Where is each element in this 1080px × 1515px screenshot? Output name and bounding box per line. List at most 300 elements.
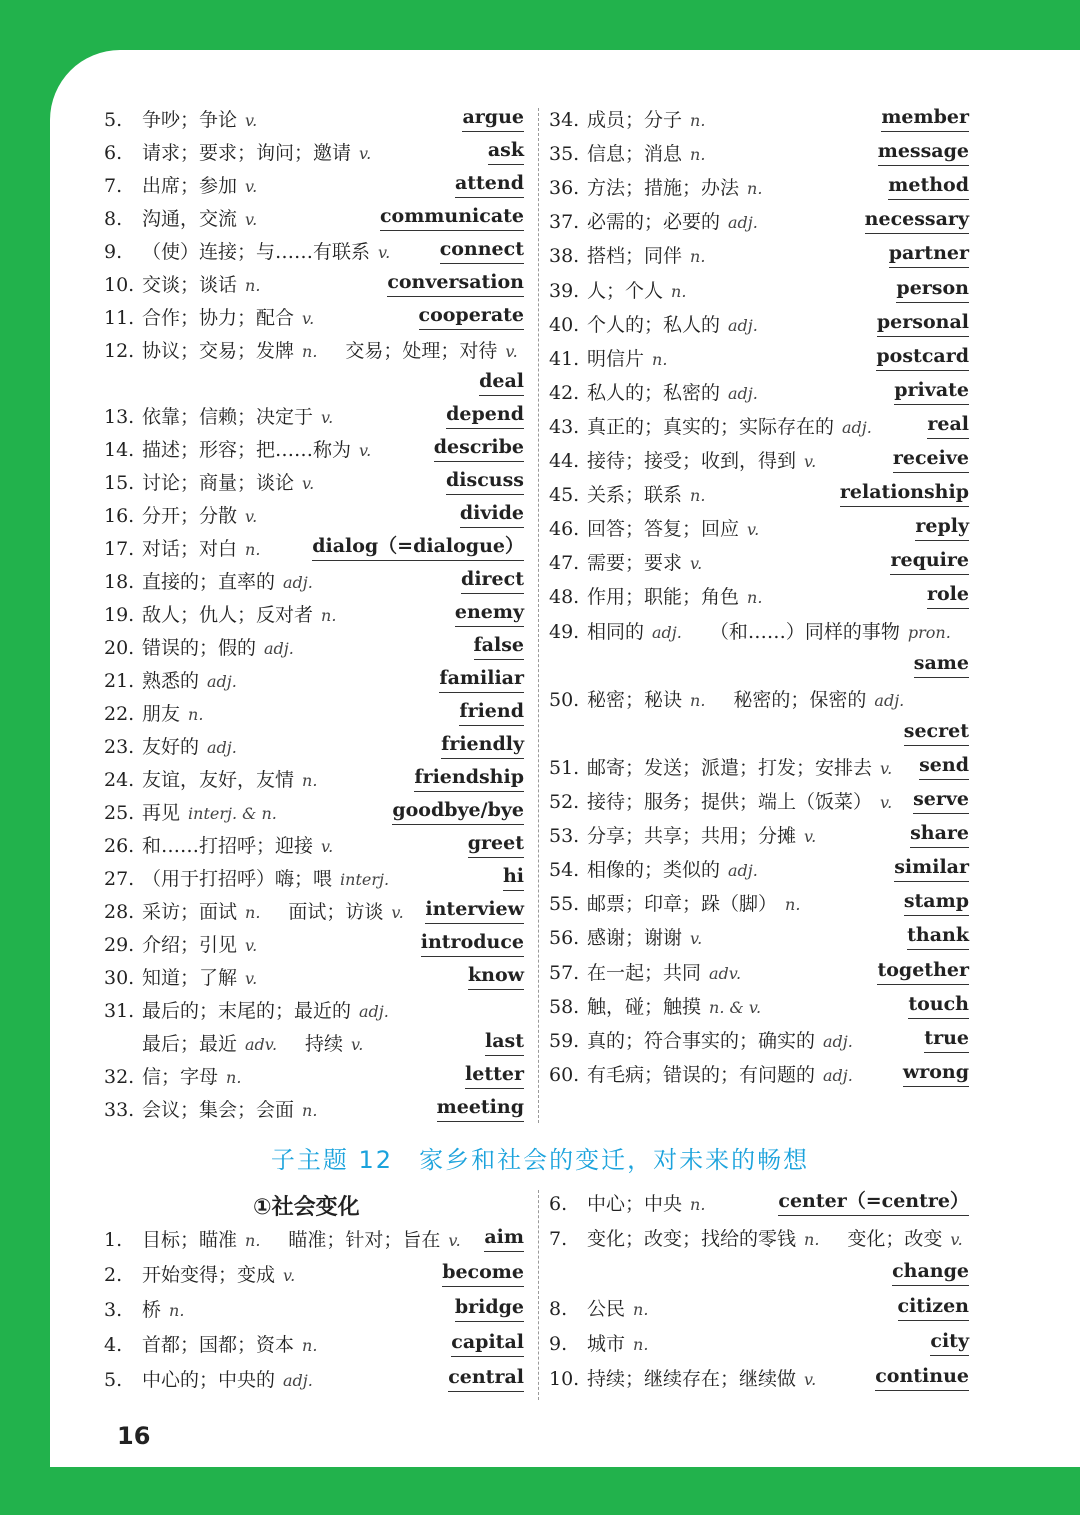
chinese-meaning-2: 秘密的；保密的 bbox=[733, 688, 867, 711]
vocab-entry bbox=[549, 103, 969, 137]
entry-number: 46. bbox=[549, 518, 580, 541]
entry-number: 8. bbox=[104, 208, 123, 230]
chinese-meaning: 错误的；假的 bbox=[142, 637, 257, 659]
vocab-entry bbox=[549, 1362, 969, 1396]
chinese-meaning: 相同的 bbox=[587, 620, 645, 643]
english-word: know bbox=[468, 961, 524, 990]
part-of-speech: adj. bbox=[842, 417, 872, 437]
entry-number: 41. bbox=[549, 347, 580, 370]
part-of-speech: n. bbox=[633, 1335, 649, 1354]
vocab-entry bbox=[104, 796, 524, 830]
entry-number: 7. bbox=[104, 175, 123, 197]
english-word: message bbox=[878, 137, 969, 166]
vocab-entry bbox=[104, 565, 524, 599]
vocab-entry bbox=[104, 103, 524, 137]
vocab-entry bbox=[104, 928, 524, 962]
vocab-entry bbox=[549, 444, 969, 478]
entry-number: 60. bbox=[549, 1063, 580, 1086]
chinese-meaning: 邮寄；发送；派遣；打发；安排去 bbox=[587, 756, 873, 779]
entry-number: 29. bbox=[104, 934, 135, 956]
chinese-meaning: 持续；继续存在；继续做 bbox=[587, 1368, 797, 1390]
english-word: friend bbox=[459, 697, 524, 726]
entry-number: 5. bbox=[104, 1369, 123, 1391]
english-word: change bbox=[892, 1257, 969, 1286]
vocab-entry bbox=[549, 853, 969, 887]
entry-number: 27. bbox=[104, 868, 135, 890]
entry-number: 50. bbox=[549, 688, 580, 711]
english-word: personal bbox=[877, 308, 969, 337]
english-word: real bbox=[927, 410, 969, 439]
part-of-speech: v. bbox=[804, 452, 817, 471]
part-of-speech: v. bbox=[359, 441, 372, 460]
english-word: hi bbox=[503, 862, 524, 891]
vocab-entry bbox=[104, 961, 524, 995]
english-word: deal bbox=[479, 367, 524, 396]
vocab-entry bbox=[104, 334, 524, 368]
vocab-entry bbox=[549, 1058, 969, 1092]
vocab-entry bbox=[104, 1027, 524, 1061]
chinese-meaning: 中心的；中央的 bbox=[142, 1369, 276, 1391]
chinese-meaning: 开始变得；变成 bbox=[142, 1264, 276, 1286]
english-word: secret bbox=[904, 717, 969, 746]
part-of-speech-2: pron. bbox=[907, 622, 951, 642]
entry-number: 25. bbox=[104, 802, 135, 824]
vocab-entry bbox=[549, 1257, 969, 1291]
entry-number: 14. bbox=[104, 439, 135, 461]
chinese-meaning: 有毛病；错误的；有问题的 bbox=[587, 1063, 816, 1086]
vocab-entry bbox=[104, 730, 524, 764]
part-of-speech: v. bbox=[245, 210, 258, 229]
vocab-entry bbox=[549, 512, 969, 546]
english-word: person bbox=[896, 274, 969, 303]
chinese-meaning: 秘密；秘诀 bbox=[587, 688, 683, 711]
part-of-speech: adj. bbox=[652, 622, 682, 642]
part-of-speech: v. bbox=[690, 554, 703, 574]
english-word: continue bbox=[875, 1362, 969, 1391]
vocab-entry bbox=[549, 478, 969, 512]
chinese-meaning: 桥 bbox=[142, 1299, 162, 1321]
part-of-speech: n. bbox=[785, 895, 801, 915]
chinese-meaning: 熟悉的 bbox=[142, 670, 200, 692]
chinese-meaning: 再见 bbox=[142, 802, 181, 824]
entry-number: 58. bbox=[549, 995, 580, 1018]
entry-number: 5. bbox=[104, 109, 123, 131]
chinese-meaning: 中心；中央 bbox=[587, 1193, 683, 1215]
english-word: false bbox=[474, 631, 525, 660]
vocab-entry bbox=[549, 615, 969, 649]
part-of-speech: n. bbox=[302, 1101, 318, 1120]
vocab-entry bbox=[104, 862, 524, 896]
part-of-speech: n. bbox=[633, 1300, 649, 1319]
part-of-speech: n. bbox=[690, 247, 706, 267]
subsection-heading: ①社会变化 bbox=[253, 1195, 360, 1220]
part-of-speech: n. bbox=[245, 276, 261, 295]
english-word: serve bbox=[913, 785, 969, 814]
entry-number: 53. bbox=[549, 825, 580, 848]
entry-number: 15. bbox=[104, 472, 135, 494]
english-word: familiar bbox=[439, 664, 524, 693]
chinese-meaning: 介绍；引见 bbox=[142, 934, 238, 956]
part-of-speech: v. bbox=[302, 309, 315, 328]
part-of-speech-2: v. bbox=[505, 342, 518, 361]
part-of-speech: adj. bbox=[264, 639, 294, 658]
page-number: 16 bbox=[117, 1422, 151, 1450]
entry-number: 10. bbox=[549, 1368, 580, 1390]
english-word: true bbox=[924, 1024, 969, 1053]
part-of-speech: v. bbox=[747, 520, 760, 540]
chinese-meaning: 信息；消息 bbox=[587, 143, 683, 166]
entry-number: 28. bbox=[104, 901, 135, 923]
entry-number: 40. bbox=[549, 313, 580, 336]
chinese-meaning: 描述；形容；把……称为 bbox=[142, 439, 352, 461]
part-of-speech: v. bbox=[245, 507, 258, 526]
part-of-speech: v. bbox=[880, 758, 893, 778]
entry-number: 20. bbox=[104, 637, 135, 659]
chinese-meaning: 出席；参加 bbox=[142, 175, 238, 197]
entry-number: 45. bbox=[549, 484, 580, 507]
entry-number: 26. bbox=[104, 835, 135, 857]
vocab-entry bbox=[549, 342, 969, 376]
vocab-entry bbox=[104, 1363, 524, 1397]
part-of-speech: n. bbox=[302, 342, 318, 361]
chinese-meaning: 友好的 bbox=[142, 736, 200, 758]
chinese-meaning: 讨论；商量；谈论 bbox=[142, 472, 295, 494]
vocab-entry bbox=[549, 990, 969, 1024]
english-word: share bbox=[910, 819, 969, 848]
entry-number: 18. bbox=[104, 571, 135, 593]
entry-number: 2. bbox=[104, 1264, 123, 1286]
part-of-speech: v. bbox=[283, 1266, 296, 1285]
part-of-speech: adj. bbox=[283, 573, 313, 592]
chinese-meaning: 和……打招呼；迎接 bbox=[142, 835, 314, 857]
chinese-meaning: 争吵；争论 bbox=[142, 109, 238, 131]
chinese-meaning: （使）连接；与……有联系 bbox=[142, 241, 371, 263]
entry-number: 16. bbox=[104, 505, 135, 527]
vocab-entry bbox=[104, 829, 524, 863]
entry-number: 6. bbox=[104, 142, 123, 164]
part-of-speech: n. bbox=[690, 145, 706, 165]
english-word: necessary bbox=[865, 205, 969, 234]
entry-number: 52. bbox=[549, 791, 580, 813]
english-word: connect bbox=[440, 235, 524, 264]
english-word: become bbox=[442, 1258, 524, 1287]
vocab-entry bbox=[549, 1187, 969, 1221]
english-word: argue bbox=[462, 103, 524, 132]
vocab-entry bbox=[104, 763, 524, 797]
part-of-speech: v. bbox=[378, 243, 391, 262]
entry-number: 38. bbox=[549, 245, 580, 268]
vocab-entry bbox=[104, 268, 524, 302]
part-of-speech: v. bbox=[245, 936, 258, 955]
vocab-entry bbox=[104, 169, 524, 203]
english-word: aim bbox=[484, 1223, 524, 1252]
entry-number: 57. bbox=[549, 961, 580, 984]
english-word: postcard bbox=[876, 342, 969, 371]
chinese-meaning: 搭档；同伴 bbox=[587, 245, 683, 268]
entry-number: 9. bbox=[549, 1333, 568, 1355]
chinese-meaning: 个人的；私人的 bbox=[587, 313, 721, 336]
chinese-meaning: （用于打招呼）嗨；喂 bbox=[142, 868, 333, 890]
chinese-meaning: 必需的；必要的 bbox=[587, 211, 721, 234]
chinese-meaning: 对话；对白 bbox=[142, 538, 238, 560]
vocab-entry bbox=[549, 649, 969, 683]
part-of-speech: n. bbox=[690, 111, 706, 130]
english-word: bridge bbox=[455, 1293, 524, 1322]
entry-number: 37. bbox=[549, 211, 580, 234]
vocab-entry bbox=[104, 202, 524, 236]
entry-number: 34. bbox=[549, 109, 580, 131]
section-heading: 子主题 12 家乡和社会的变迁，对未来的畅想 bbox=[270, 1146, 810, 1174]
part-of-speech: interj. & n. bbox=[188, 804, 277, 823]
chinese-meaning: 协议；交易；发牌 bbox=[142, 340, 295, 362]
entry-number: 7. bbox=[549, 1228, 568, 1250]
entry-number: 36. bbox=[549, 177, 580, 200]
entry-number: 6. bbox=[549, 1193, 568, 1215]
chinese-meaning: 明信片 bbox=[587, 347, 645, 370]
vocab-entry bbox=[549, 956, 969, 990]
entry-number: 33. bbox=[104, 1099, 135, 1121]
entry-number: 35. bbox=[549, 143, 580, 166]
entry-number: 19. bbox=[104, 604, 135, 626]
part-of-speech: v. bbox=[880, 793, 893, 812]
english-word: ask bbox=[488, 136, 524, 165]
entry-number: 10. bbox=[104, 274, 135, 296]
chinese-meaning: 最后；最近 bbox=[142, 1033, 238, 1055]
part-of-speech: n. bbox=[302, 771, 318, 790]
part-of-speech: v. bbox=[804, 827, 817, 847]
part-of-speech: n. bbox=[652, 349, 668, 369]
chinese-meaning: 分开；分散 bbox=[142, 505, 238, 527]
part-of-speech: v. bbox=[245, 111, 258, 130]
english-word: interview bbox=[425, 895, 524, 924]
vocab-entry bbox=[104, 1223, 524, 1257]
vocab-entry bbox=[104, 664, 524, 698]
part-of-speech: adj. bbox=[728, 213, 758, 233]
entry-number: 21. bbox=[104, 670, 135, 692]
chinese-meaning: 首都；国都；资本 bbox=[142, 1334, 295, 1356]
vocab-entry bbox=[549, 1024, 969, 1058]
part-of-speech: n. bbox=[690, 486, 706, 506]
part-of-speech: adj. bbox=[728, 315, 758, 335]
part-of-speech: adj. bbox=[207, 738, 237, 757]
vocab-entry bbox=[104, 367, 524, 401]
english-word: conversation bbox=[387, 268, 524, 297]
chinese-meaning: 最后的；末尾的；最近的 bbox=[142, 1000, 352, 1022]
chinese-meaning: 直接的；直率的 bbox=[142, 571, 276, 593]
vocab-entry bbox=[104, 895, 524, 929]
english-word: direct bbox=[461, 565, 524, 594]
vocab-entry bbox=[549, 376, 969, 410]
entry-number: 24. bbox=[104, 769, 135, 791]
chinese-meaning: 公民 bbox=[587, 1298, 626, 1320]
part-of-speech: n. bbox=[169, 1301, 185, 1320]
vocab-entry bbox=[104, 400, 524, 434]
english-word: reply bbox=[915, 512, 969, 541]
english-word: greet bbox=[468, 829, 524, 858]
vocab-entry bbox=[549, 171, 969, 205]
english-word: dialog（=dialogue） bbox=[312, 532, 524, 561]
vocab-entry bbox=[549, 137, 969, 171]
vocab-entry bbox=[549, 308, 969, 342]
chinese-meaning-2: 面试；访谈 bbox=[288, 901, 384, 923]
vocab-entry bbox=[549, 580, 969, 614]
part-of-speech: interj. bbox=[340, 870, 390, 889]
entry-number: 56. bbox=[549, 927, 580, 950]
vocab-entry bbox=[549, 1222, 969, 1256]
chinese-meaning: 变化；改变；找给的零钱 bbox=[587, 1228, 797, 1250]
part-of-speech: adj. bbox=[359, 1002, 389, 1021]
vocab-entry bbox=[549, 717, 969, 751]
chinese-meaning: 沟通，交流 bbox=[142, 208, 238, 230]
vocab-entry bbox=[549, 887, 969, 921]
vocab-entry bbox=[549, 410, 969, 444]
english-word: touch bbox=[908, 990, 969, 1019]
english-word: receive bbox=[893, 444, 969, 473]
english-word: meeting bbox=[437, 1093, 524, 1122]
chinese-meaning: 私人的；私密的 bbox=[587, 381, 721, 404]
chinese-meaning: 敌人；仇人；反对者 bbox=[142, 604, 314, 626]
vocab-entry bbox=[104, 136, 524, 170]
chinese-meaning: 真的；符合事实的；确实的 bbox=[587, 1029, 816, 1052]
english-word: friendly bbox=[441, 730, 524, 759]
entry-number: 23. bbox=[104, 736, 135, 758]
chinese-meaning: 真正的；真实的；实际存在的 bbox=[587, 415, 835, 438]
entry-number: 51. bbox=[549, 756, 580, 779]
chinese-meaning-2: 变化；改变 bbox=[847, 1228, 943, 1250]
vocab-entry bbox=[549, 205, 969, 239]
part-of-speech: v. bbox=[321, 408, 334, 427]
part-of-speech: n. bbox=[671, 281, 687, 301]
part-of-speech: adj. bbox=[207, 672, 237, 691]
part-of-speech-2: adj. bbox=[874, 690, 905, 710]
entry-number: 42. bbox=[549, 381, 580, 404]
part-of-speech: v. bbox=[359, 144, 372, 163]
part-of-speech-2: v. bbox=[448, 1231, 461, 1250]
vocab-entry bbox=[549, 921, 969, 955]
vocab-entry bbox=[104, 697, 524, 731]
english-word: citizen bbox=[898, 1292, 969, 1321]
vocab-entry bbox=[549, 751, 969, 785]
vocab-entry bbox=[549, 1292, 969, 1326]
chinese-meaning: 城市 bbox=[587, 1333, 626, 1355]
part-of-speech: v. bbox=[321, 837, 334, 856]
chinese-meaning: 作用；职能；角色 bbox=[587, 586, 740, 609]
entry-number: 47. bbox=[549, 552, 580, 575]
vocab-entry bbox=[104, 1328, 524, 1362]
part-of-speech: n. bbox=[245, 540, 261, 559]
chinese-meaning: 朋友 bbox=[142, 703, 181, 725]
vocab-entry bbox=[104, 994, 524, 1028]
chinese-meaning: 成员；分子 bbox=[587, 109, 683, 131]
english-word: together bbox=[877, 956, 969, 985]
english-word: letter bbox=[465, 1060, 524, 1089]
chinese-meaning: 请求；要求；询问；邀请 bbox=[142, 142, 352, 164]
chinese-meaning: 采访；面试 bbox=[142, 901, 238, 923]
entry-number: 3. bbox=[104, 1299, 123, 1321]
chinese-meaning: 在一起；共同 bbox=[587, 961, 702, 984]
entry-number: 32. bbox=[104, 1066, 135, 1088]
part-of-speech: adj. bbox=[728, 383, 758, 403]
part-of-speech: v. bbox=[804, 1370, 817, 1389]
english-word: describe bbox=[434, 433, 524, 462]
english-word: last bbox=[485, 1027, 524, 1056]
chinese-meaning: 人；个人 bbox=[587, 279, 664, 302]
vocab-entry bbox=[104, 1258, 524, 1292]
entry-number: 11. bbox=[104, 307, 135, 329]
chinese-meaning-2: （和……）同样的事物 bbox=[709, 620, 900, 643]
chinese-meaning: 信；字母 bbox=[142, 1066, 219, 1088]
part-of-speech: n. & v. bbox=[709, 997, 762, 1017]
column-divider-bottom bbox=[538, 1190, 539, 1400]
part-of-speech: v. bbox=[690, 929, 703, 949]
entry-number: 13. bbox=[104, 406, 135, 428]
chinese-meaning: 感谢；谢谢 bbox=[587, 927, 683, 950]
chinese-meaning: 依靠；信赖；决定于 bbox=[142, 406, 314, 428]
english-word: central bbox=[448, 1363, 524, 1392]
vocab-entry bbox=[549, 683, 969, 717]
english-word: friendship bbox=[414, 763, 524, 792]
english-word: center（=centre） bbox=[778, 1187, 969, 1216]
part-of-speech: n. bbox=[245, 1231, 261, 1250]
entry-number: 48. bbox=[549, 586, 580, 609]
english-word: partner bbox=[889, 239, 969, 268]
entry-number: 9. bbox=[104, 241, 123, 263]
vocab-entry bbox=[104, 301, 524, 335]
vocab-entry bbox=[104, 499, 524, 533]
vocab-entry bbox=[104, 1060, 524, 1094]
chinese-meaning: 邮票；印章；跺（脚） bbox=[587, 893, 778, 916]
vocab-entry bbox=[549, 1327, 969, 1361]
english-word: similar bbox=[894, 853, 969, 882]
part-of-speech-2: v. bbox=[391, 903, 404, 922]
vocab-entry bbox=[104, 1293, 524, 1327]
part-of-speech: v. bbox=[302, 474, 315, 493]
english-word: role bbox=[927, 580, 969, 609]
entry-number: 31. bbox=[104, 1000, 135, 1022]
english-word: goodbye/bye bbox=[392, 796, 524, 825]
english-word: stamp bbox=[904, 887, 969, 916]
english-word: capital bbox=[451, 1328, 524, 1357]
chinese-meaning: 关系；联系 bbox=[587, 484, 683, 507]
chinese-meaning: 交谈；谈话 bbox=[142, 274, 238, 296]
part-of-speech: n. bbox=[321, 606, 337, 625]
entry-number: 17. bbox=[104, 538, 135, 560]
english-word: require bbox=[890, 546, 969, 575]
chinese-meaning: 相像的；类似的 bbox=[587, 859, 721, 882]
entry-number: 44. bbox=[549, 450, 580, 472]
english-word: wrong bbox=[903, 1058, 969, 1087]
english-word: discuss bbox=[446, 466, 524, 495]
vocab-entry bbox=[104, 1093, 524, 1127]
chinese-meaning: 合作；协力；配合 bbox=[142, 307, 295, 329]
entry-number: 49. bbox=[549, 620, 580, 643]
vocab-entry bbox=[549, 239, 969, 273]
entry-number: 54. bbox=[549, 859, 580, 882]
part-of-speech: n. bbox=[804, 1230, 820, 1249]
entry-number: 1. bbox=[104, 1229, 123, 1251]
vocab-entry bbox=[549, 785, 969, 819]
part-of-speech: n. bbox=[747, 179, 763, 199]
entry-number: 43. bbox=[549, 415, 580, 438]
chinese-meaning: 分享；共享；共用；分摊 bbox=[587, 825, 797, 848]
english-word: method bbox=[888, 171, 969, 200]
english-word: cooperate bbox=[419, 301, 524, 330]
chinese-meaning: 触，碰；触摸 bbox=[587, 995, 702, 1018]
chinese-meaning: 接待；服务；提供；端上（饭菜） bbox=[587, 791, 873, 813]
english-word: relationship bbox=[840, 478, 969, 507]
english-word: enemy bbox=[455, 598, 524, 627]
part-of-speech: n. bbox=[302, 1336, 318, 1355]
